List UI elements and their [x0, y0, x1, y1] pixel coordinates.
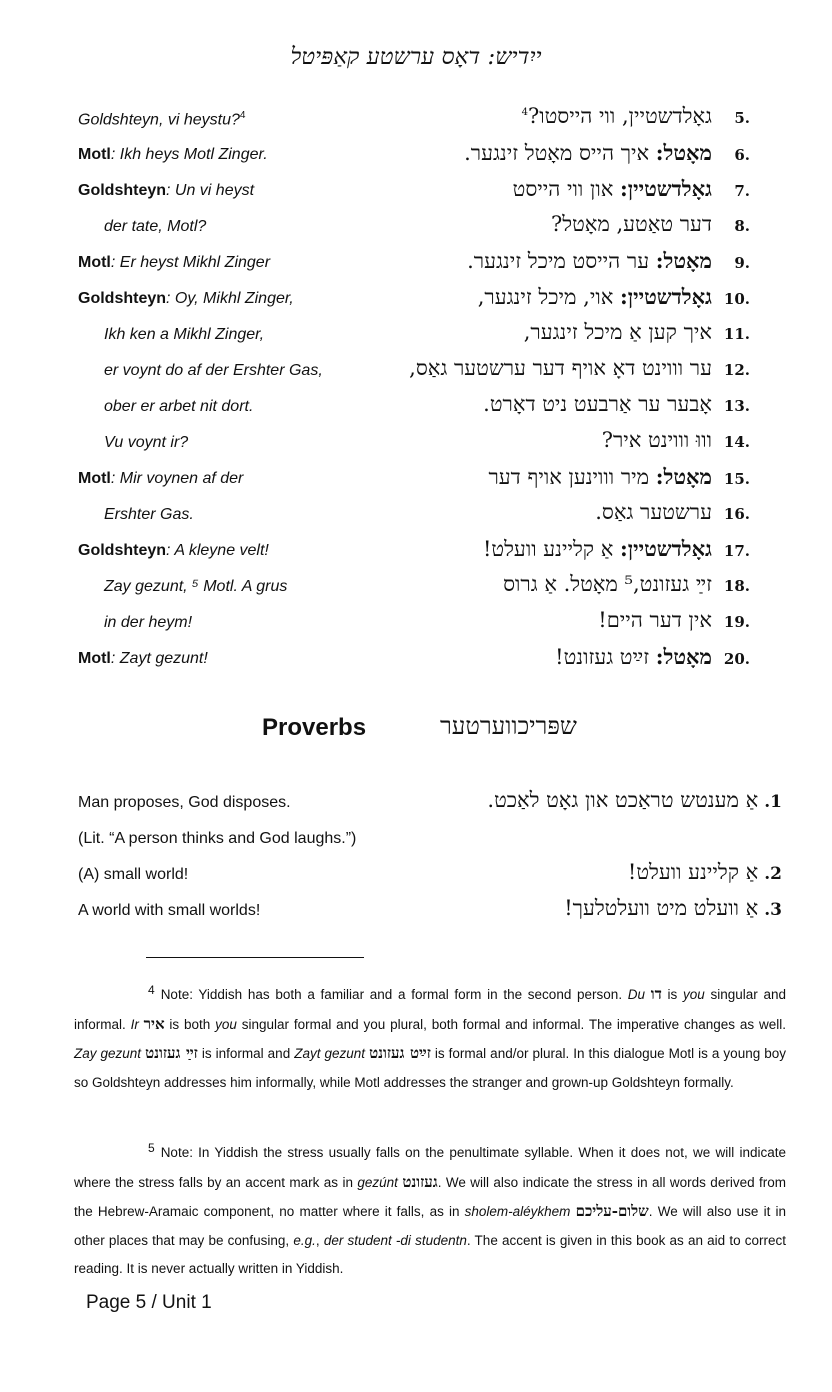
dialogue-yiddish: [409, 356, 750, 381]
dialogue-english-text: Goldshteyn, vi heystu?: [78, 111, 240, 129]
footnote-5: 5 Note: In Yiddish the stress usually falls on the penultimate syllable. When it does not, we will indicate where the stress falls by an accent mark as in gezúnt געזונט. We will also indicate the stress in all words derived from the Hebrew-Aramaic component, no matter where it falls, as in sholem-aléykhem שלום-עליכם. We will also use it in other places that may be confusing, e.g., der student -di studentn. The accent is given in this book as an aid to correct reading. It is never actually written in Yiddish.: [74, 1141, 786, 1276]
dialogue-english: [78, 470, 243, 488]
line-number: 14.: [723, 433, 750, 451]
proverb-english: (Lit. “A person thinks and God laughs.”): [78, 830, 357, 847]
speaker-name-yiddish: מאָטל:: [655, 248, 712, 273]
dialogue-yiddish: [483, 536, 750, 562]
line-number: 17.: [723, 542, 750, 560]
proverb-number: 1.: [764, 792, 782, 812]
dialogue-english: [104, 578, 287, 596]
dialogue-yiddish-text: גאָלדשטיין, ווי הייסטו?: [527, 104, 712, 128]
dialogue-english: [78, 110, 245, 129]
dialogue-english-text: : Un vi heyst: [166, 182, 255, 199]
proverb-yiddish-text: אַ מענטש טראַכט און גאָט לאַכט.: [487, 788, 759, 812]
line-number: 5.: [734, 109, 750, 127]
proverb-yiddish: [487, 788, 782, 813]
speaker-name: Goldshteyn: [78, 182, 167, 199]
dialogue-yiddish-text: דער טאַטע, מאָטל?: [551, 212, 712, 236]
page-footer: Page 5 / Unit 1: [86, 1292, 212, 1313]
line-number: 9.: [734, 254, 750, 272]
dialogue-english-text: : Er heyst Mikhl Zinger: [110, 254, 271, 271]
dialogue-yiddish-text: אוי, מיכל זינגער,: [477, 285, 620, 309]
dialogue-english-text: in der heym!: [104, 614, 193, 631]
dialogue-english: [104, 506, 194, 524]
proverb-item: [0, 788, 832, 830]
dialogue-english: [104, 434, 188, 452]
dialogue-english-text: Ikh ken a Mikhl Zinger,: [104, 326, 265, 343]
proverb-item: [0, 896, 832, 938]
dialogue-yiddish-text: וווּ וווינט איר?: [601, 428, 712, 452]
dialogue-yiddish: [595, 500, 750, 525]
footnote-ref: 4: [239, 110, 246, 121]
line-number: 7.: [734, 182, 750, 200]
speaker-name: Goldshteyn: [78, 290, 167, 307]
speaker-name-yiddish: מאָטל:: [655, 644, 712, 669]
line-number: 13.: [723, 397, 750, 415]
footnote-mark: 4: [148, 983, 155, 997]
dialogue-yiddish-text: מיר וווינען אויף דער: [488, 465, 656, 489]
dialogue-english-text: : A kleyne velt!: [166, 542, 269, 559]
dialogue-english-text: der tate, Motl?: [104, 218, 207, 235]
proverb-english: A world with small worlds!: [78, 902, 261, 919]
dialogue-yiddish-text: און ווי הייסט: [512, 177, 620, 201]
dialogue-english-text: : Mir voynen af der: [110, 470, 244, 487]
footnote-ref: 4: [521, 107, 528, 118]
dialogue-yiddish-text: אַ קליינע וועלט!: [482, 537, 620, 561]
speaker-name-yiddish: גאָלדשטיין:: [619, 176, 712, 201]
dialogue-yiddish: [522, 104, 750, 129]
footnote-mark: 5: [148, 1141, 155, 1155]
line-number: 10.: [723, 290, 750, 308]
dialogue-yiddish: [602, 428, 750, 453]
proverb-yiddish-text: אַ קליינע וועלט!: [627, 860, 759, 884]
speaker-name: Goldshteyn: [78, 542, 167, 559]
speaker-name: Motl: [78, 650, 111, 667]
dialogue-yiddish-text: אין דער היים!: [598, 608, 712, 632]
proverbs-title: Proverbs: [262, 714, 367, 741]
dialogue-english: [104, 614, 192, 632]
speaker-name-yiddish: גאָלדשטיין:: [619, 284, 712, 309]
dialogue-english-text: : Zayt gezunt!: [110, 650, 208, 667]
line-number: 16.: [723, 505, 750, 523]
proverbs-title-yiddish: שפּריכווערטער: [440, 712, 577, 740]
line-number: 15.: [723, 470, 750, 488]
line-number: 18.: [723, 577, 750, 595]
dialogue-yiddish-text: איך קען אַ מיכל זינגער,: [523, 320, 712, 344]
line-number: 19.: [723, 613, 750, 631]
proverb-number: 3.: [764, 900, 782, 920]
speaker-name: Motl: [78, 254, 111, 271]
dialogue-yiddish: [555, 644, 750, 670]
dialogue-yiddish: [551, 212, 750, 237]
dialogue-yiddish: [598, 608, 750, 633]
dialogue-english: [78, 290, 294, 308]
dialogue-yiddish-text: אָבער ער אַרבעט ניט דאָרט.: [483, 392, 712, 416]
dialogue-yiddish-text: ער הייסט מיכל זינגער.: [467, 249, 656, 273]
dialogue-english: [78, 146, 268, 164]
dialogue-line: [0, 644, 832, 686]
dialogue-english: [104, 398, 253, 416]
dialogue-english-text: Vu voynt ir?: [104, 434, 189, 451]
proverb-yiddish-text: אַ וועלט מיט וועלטלעך!: [564, 896, 759, 920]
footnote-4: 4 Note: Yiddish has both a familiar and a formal form in the second person. Du דו is you singular and informal. Ir איר is both you singular formal and you plural, both formal and informal. The imperative changes as well. Zay gezunt זײַ געזונט is informal and Zayt gezunt זײַט געזונט is formal and/or plural. In this dialogue Motl is a young boy so Goldshteyn addresses him informally, while Motl addresses the stranger and grown-up Goldshteyn formally.: [74, 983, 786, 1090]
speaker-name: Motl: [78, 146, 111, 163]
speaker-name: Motl: [78, 470, 111, 487]
dialogue-yiddish-text: ערשטער גאַס.: [595, 500, 712, 524]
dialogue-yiddish: [513, 176, 750, 202]
speaker-name-yiddish: מאָטל:: [655, 140, 712, 165]
dialogue-yiddish-text: ער וווינט דאָ אויף דער ערשטער גאַס,: [409, 356, 712, 380]
dialogue-english: [104, 362, 323, 380]
proverb-number: 2.: [764, 864, 782, 884]
dialogue-yiddish: [478, 284, 750, 310]
dialogue-english-text: er voynt do af der Ershter Gas,: [104, 362, 323, 379]
proverb-yiddish: [628, 860, 782, 885]
dialogue-yiddish: [483, 392, 750, 417]
line-number: 6.: [734, 146, 750, 164]
dialogue-english-text: ober er arbet nit dort.: [104, 398, 254, 415]
speaker-name-yiddish: גאָלדשטיין:: [619, 536, 712, 561]
dialogue-yiddish-text: איך הייס מאָטל זינגער.: [464, 141, 656, 165]
line-number: 20.: [723, 650, 750, 668]
speaker-name-yiddish: מאָטל:: [655, 464, 712, 489]
dialogue-yiddish: [488, 464, 750, 490]
proverb-english: Man proposes, God disposes.: [78, 794, 291, 811]
line-number: 8.: [734, 217, 750, 235]
dialogue-english: [78, 182, 254, 200]
dialogue-yiddish-text: זײַט געזונט!: [555, 645, 656, 669]
proverb-english: (A) small world!: [78, 866, 189, 883]
line-number: 12.: [723, 361, 750, 379]
dialogue-english-text: : Ikh heys Motl Zinger.: [110, 146, 268, 163]
dialogue-english: [78, 650, 208, 668]
dialogue-english: [104, 326, 264, 344]
dialogue-english: [104, 218, 206, 236]
dialogue-yiddish: [503, 572, 750, 597]
dialogue-yiddish: [464, 140, 750, 166]
dialogue-yiddish: [524, 320, 750, 345]
dialogue-english-text: : Oy, Mikhl Zinger,: [166, 290, 294, 307]
dialogue-english-text: Ershter Gas.: [104, 506, 194, 523]
footnote-divider: [146, 957, 364, 958]
line-number: 11.: [723, 325, 750, 343]
running-head: ייִדיש: דאָס ערשטע קאַפּיטל: [290, 44, 542, 70]
dialogue-english: [78, 542, 269, 560]
proverb-yiddish: [564, 896, 782, 921]
dialogue-yiddish-text: זײַ געזונט,⁵ מאָטל. אַ גרוס: [503, 572, 712, 596]
dialogue-yiddish: [467, 248, 750, 274]
dialogue-english-text: Zay gezunt, ⁵ Motl. A grus: [104, 578, 288, 595]
dialogue-english: [78, 254, 270, 272]
